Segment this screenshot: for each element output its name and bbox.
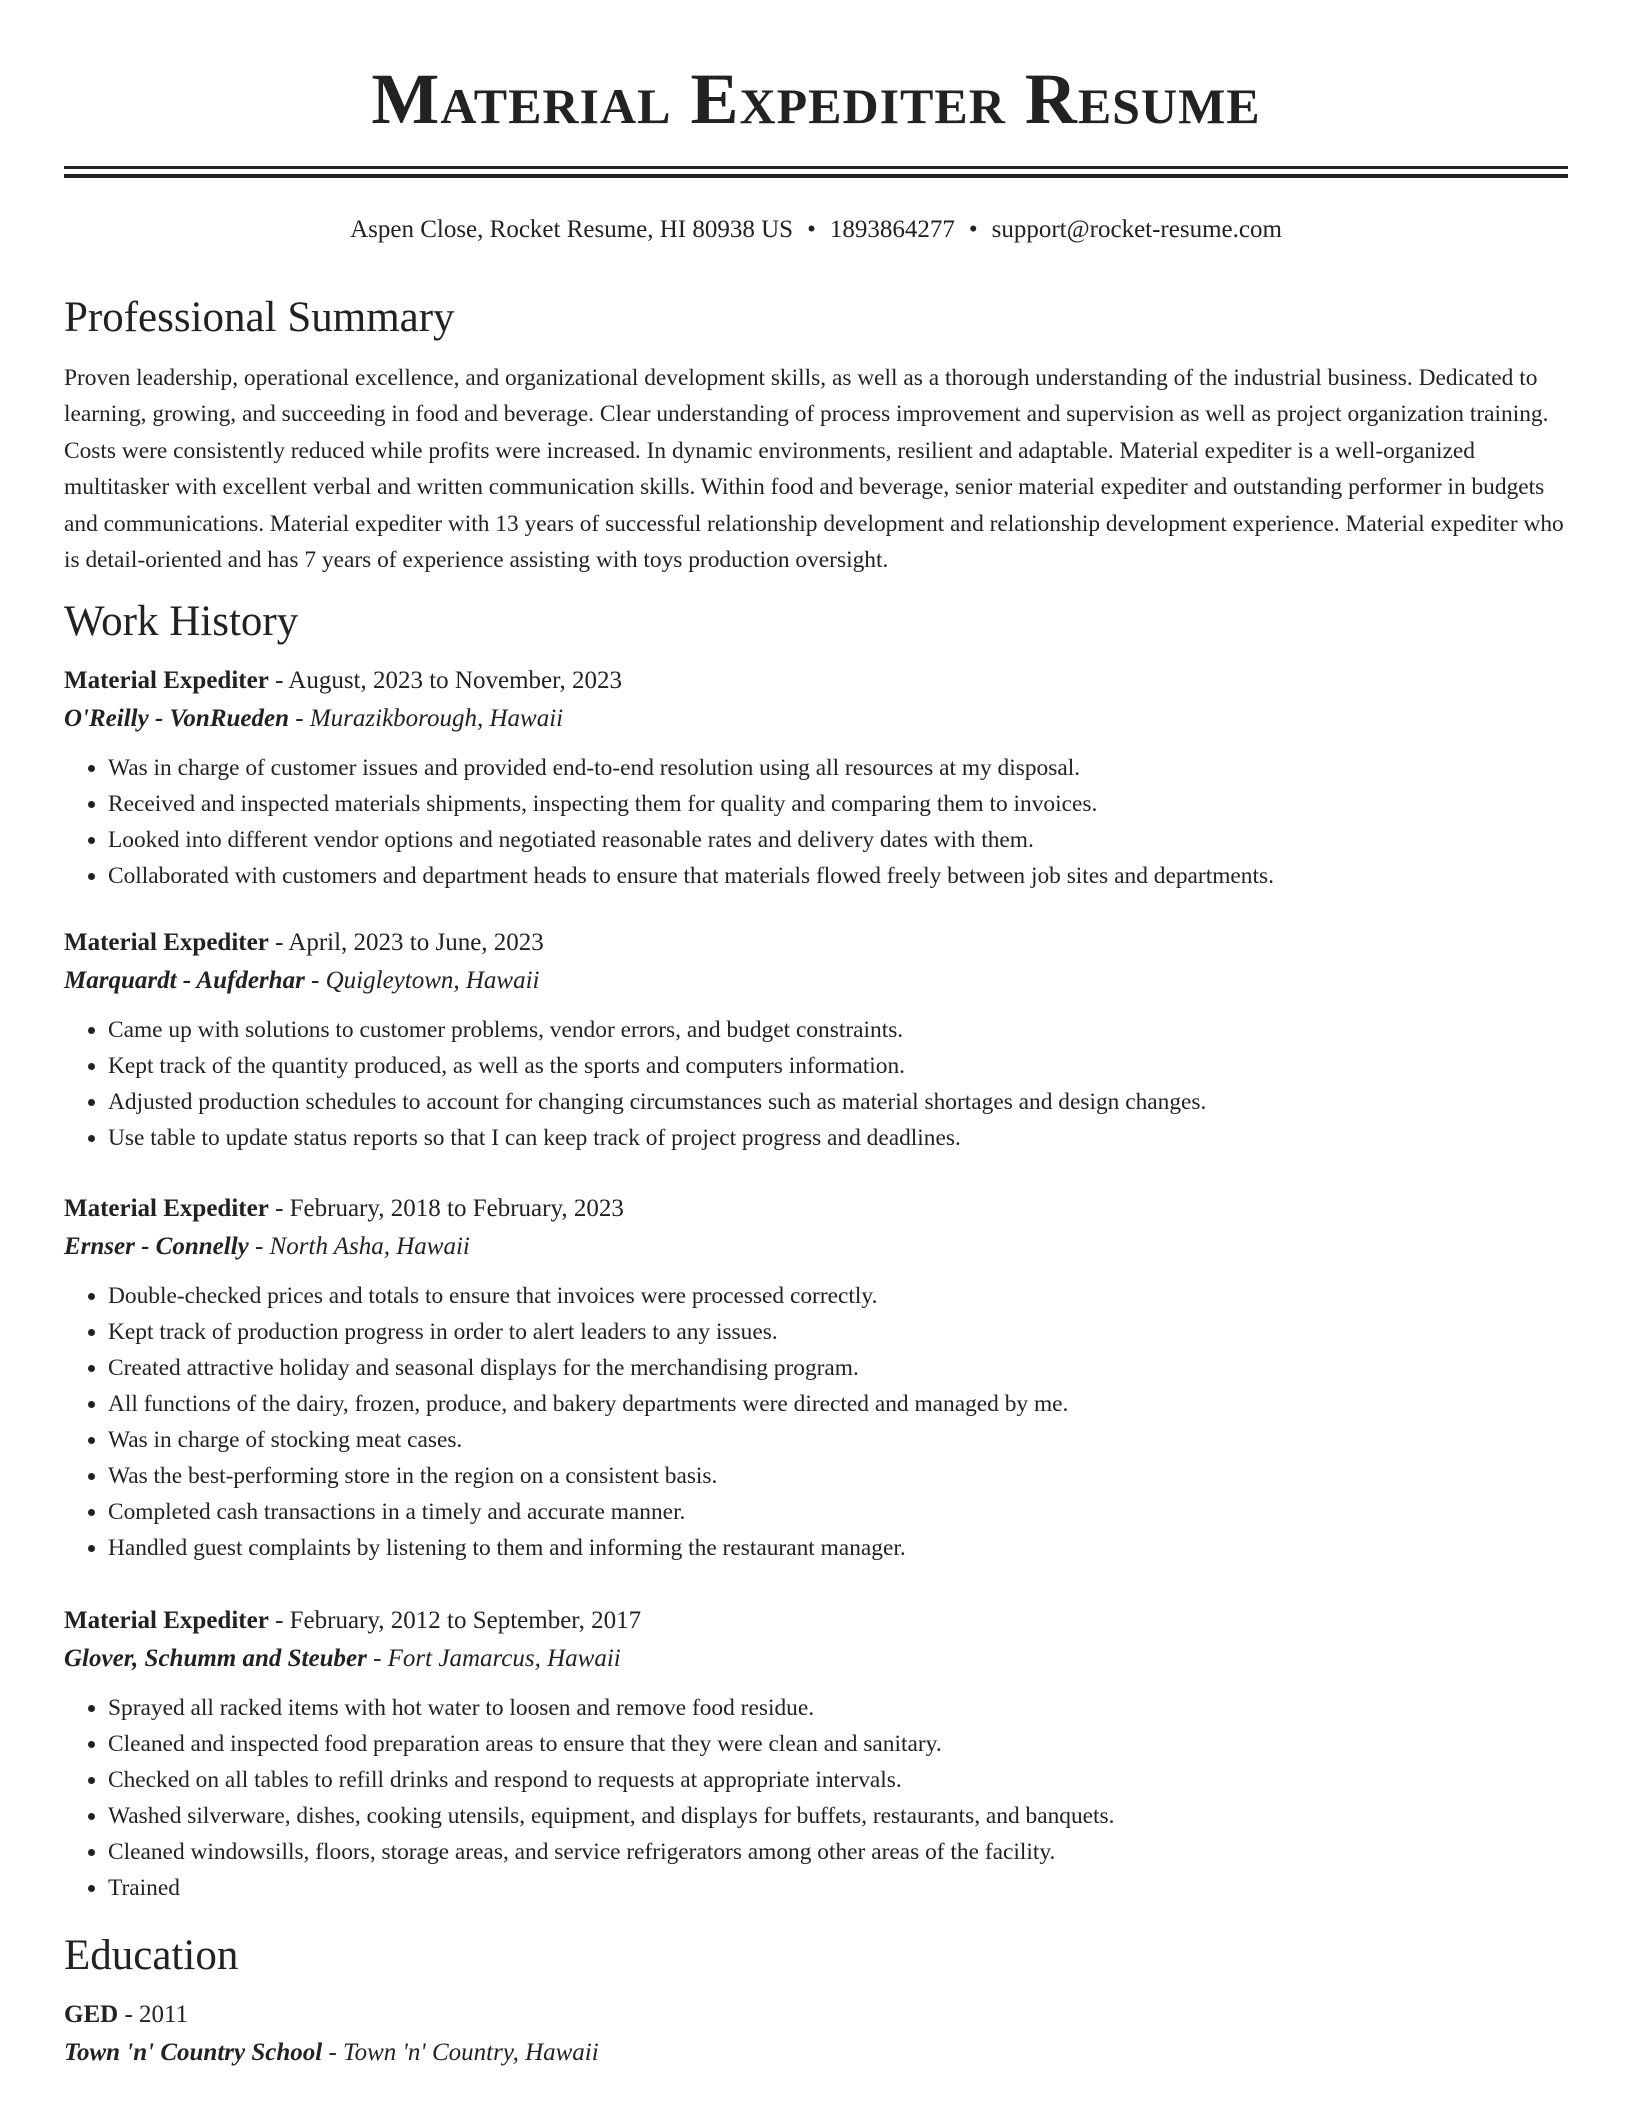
education-school: Town 'n' Country School <box>64 2039 323 2067</box>
job-entry <box>64 924 1568 1156</box>
job-dates: - April, 2023 to June, 2023 <box>268 929 544 957</box>
summary-heading: Professional Summary <box>64 294 455 341</box>
work-history-list <box>64 662 1568 1906</box>
job-location: - Quigleytown, Hawaii <box>304 967 540 995</box>
job-duty-item: • Was the best-performing store in the region on a consistent basis. <box>108 1458 1568 1494</box>
job-duty-item: • Handled guest complaints by listening to them and informing the restaurant manager. <box>108 1530 1568 1566</box>
job-company: O'Reilly - VonRueden <box>64 705 290 733</box>
job-duty-item: • Trained <box>108 1870 1568 1906</box>
job-duty-item: • Kept track of the quantity produced, as well as the sports and computers information. <box>108 1048 1568 1084</box>
resume-title: Material Expediter Resume <box>371 59 1261 139</box>
job-dates: - February, 2018 to February, 2023 <box>268 1195 624 1223</box>
job-duty-item: • Collaborated with customers and department heads to ensure that materials flowed freely between job sites and departments. <box>108 858 1568 894</box>
education-school-line <box>64 2034 1568 2072</box>
job-duty-item: • Was in charge of customer issues and provided end-to-end resolution using all resources at my disposal. <box>108 750 1568 786</box>
job-duty-item: • Completed cash transactions in a timely and accurate manner. <box>108 1494 1568 1530</box>
job-duties-list <box>64 1278 1568 1566</box>
job-entry <box>64 1190 1568 1566</box>
job-duty-item: • Created attractive holiday and seasonal displays for the merchandising program. <box>108 1350 1568 1386</box>
job-duty-item: • Adjusted production schedules to account for changing circumstances such as material shortages and design changes. <box>108 1084 1568 1120</box>
job-location: - Fort Jamarcus, Hawaii <box>366 1645 621 1673</box>
job-duties-list <box>64 1012 1568 1156</box>
education-degree: GED <box>64 2001 119 2029</box>
job-title-line <box>64 1602 1568 1640</box>
job-location: - North Asha, Hawaii <box>248 1233 470 1261</box>
job-company-line <box>64 700 1568 738</box>
job-duty-item: • Cleaned and inspected food preparation areas to ensure that they were clean and sanitary. <box>108 1726 1568 1762</box>
job-role: Material Expediter <box>64 1607 269 1635</box>
job-role: Material Expediter <box>64 1195 269 1223</box>
work-history-heading: Work History <box>64 598 299 646</box>
job-duty-item: • All functions of the dairy, frozen, produce, and bakery departments were directed and managed by me. <box>108 1386 1568 1422</box>
education-year: - 2011 <box>118 2001 189 2029</box>
job-duty-item: • Cleaned windowsills, floors, storage areas, and service refrigerators among other areas of the facility. <box>108 1834 1568 1870</box>
job-duties-list <box>64 1690 1568 1906</box>
job-duty-item: • Double-checked prices and totals to ensure that invoices were processed correctly. <box>108 1278 1568 1314</box>
job-duty-item: • Looked into different vendor options and negotiated reasonable rates and delivery dates with them. <box>108 822 1568 858</box>
education-degree-line <box>64 1996 1568 2034</box>
job-title-line <box>64 924 1568 962</box>
job-duties-list <box>64 750 1568 894</box>
job-company-line <box>64 1228 1568 1266</box>
job-role: Material Expediter <box>64 667 269 695</box>
job-location: - Murazikborough, Hawaii <box>289 705 564 733</box>
job-duty-item: • Received and inspected materials shipments, inspecting them for quality and comparing them to invoices. <box>108 786 1568 822</box>
job-company-line <box>64 1640 1568 1678</box>
contact-separator: • <box>807 216 816 243</box>
contact-email: support@rocket-resume.com <box>991 216 1282 243</box>
title-divider-bottom <box>64 174 1568 178</box>
job-title-line <box>64 1190 1568 1228</box>
resume-page <box>64 0 1568 2072</box>
contact-separator: • <box>968 216 978 243</box>
contact-line <box>64 214 1568 246</box>
job-entry <box>64 1602 1568 1906</box>
job-company: Marquardt - Aufderhar <box>64 967 305 995</box>
job-company: Glover, Schumm and Steuber <box>64 1645 367 1673</box>
job-dates: - February, 2012 to September, 2017 <box>268 1607 642 1635</box>
job-role: Material Expediter <box>64 929 269 957</box>
job-company-line <box>64 962 1568 1000</box>
summary-text: Proven leadership, operational excellence, and organizational development skills, as well as a thorough understanding of the industrial business. Dedicated to learning, growing, and succeeding in food and beverage. Clear understanding of process improvement and supervision as well as project organization training. Costs were consistently reduced while profits were increased. In dynamic environments, resilient and adaptable. Material expediter is a well-organized multitasker with excellent verbal and written communication skills. Within food and beverage, senior material expediter and outstanding performer in budgets and communications. Material expediter with 13 years of successful relationship development and relationship development experience. Material expediter who is detail-oriented and has 7 years of experience assisting with toys production oversight. <box>64 365 1564 574</box>
title-divider-top <box>64 166 1568 169</box>
job-title-line <box>64 662 1568 700</box>
job-duty-item: • Kept track of production progress in order to alert leaders to any issues. <box>108 1314 1568 1350</box>
job-dates: - August, 2023 to November, 2023 <box>268 667 622 695</box>
job-company: Ernser - Connelly <box>64 1233 249 1261</box>
contact-address: Aspen Close, Rocket Resume, HI 80938 US <box>350 216 794 243</box>
job-duty-item: • Was in charge of stocking meat cases. <box>108 1422 1568 1458</box>
education-heading: Education <box>64 1932 239 1980</box>
job-duty-item: • Checked on all tables to refill drinks and respond to requests at appropriate intervals. <box>108 1762 1568 1798</box>
job-entry <box>64 662 1568 894</box>
job-duty-item: • Washed silverware, dishes, cooking utensils, equipment, and displays for buffets, restaurants, and banquets. <box>108 1798 1568 1834</box>
education-location: - Town 'n' Country, Hawaii <box>322 2039 599 2067</box>
contact-phone: 1893864277 <box>829 216 955 243</box>
job-duty-item: • Came up with solutions to customer problems, vendor errors, and budget constraints. <box>108 1012 1568 1048</box>
job-duty-item: • Use table to update status reports so that I can keep track of project progress and deadlines. <box>108 1120 1568 1156</box>
job-duty-item: • Sprayed all racked items with hot water to loosen and remove food residue. <box>108 1690 1568 1726</box>
